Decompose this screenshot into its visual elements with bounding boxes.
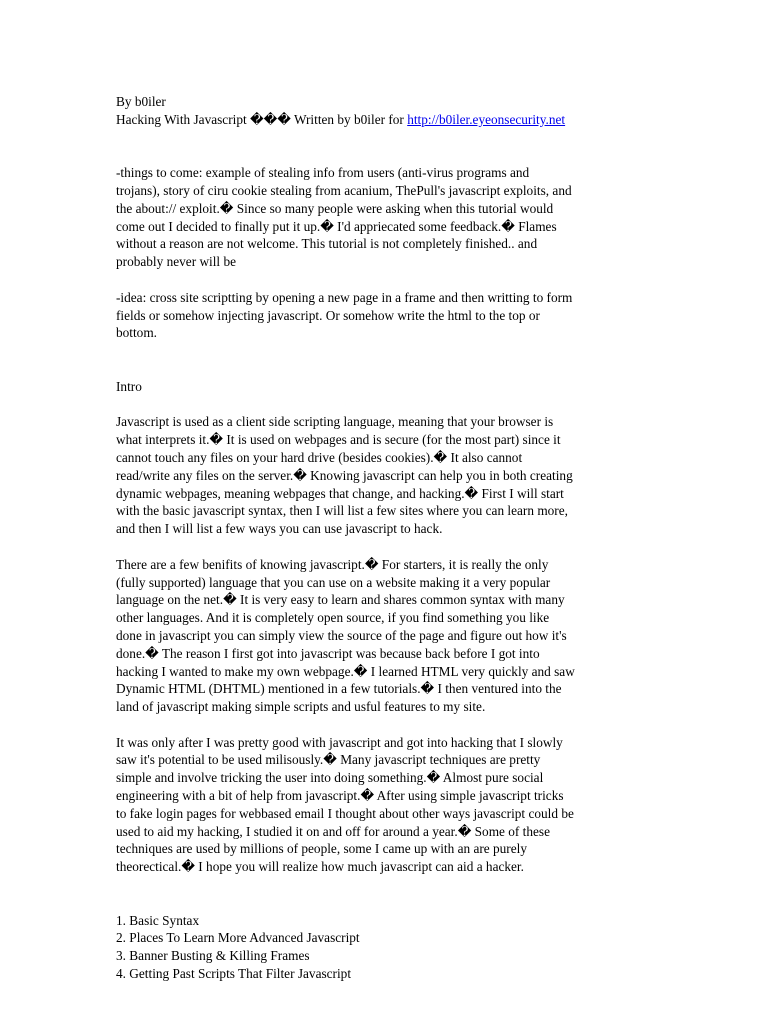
text-line: with the basic javascript syntax, then I will list a few sites where you can learn more, bbox=[116, 503, 568, 519]
text-line: -idea: cross site scriptting by opening a new page in a frame and then writting to form bbox=[116, 289, 573, 305]
idea-paragraph bbox=[116, 289, 656, 342]
text-line: done in javascript you can simply view the source of the page and figure out how it's bbox=[116, 627, 567, 643]
text-line: what interprets it.� It is used on webpages and is secure (for the most part) since it bbox=[116, 432, 561, 448]
text-line: language on the net.� It is very easy to learn and shares common syntax with many bbox=[116, 592, 565, 608]
things-to-come-paragraph bbox=[116, 164, 656, 271]
text-line: fields or somehow injecting javascript. Or somehow write the html to the top or bbox=[116, 307, 540, 323]
text-line: hacking I wanted to make my own webpage.� I learned HTML very quickly and saw bbox=[116, 663, 575, 679]
text-line: It was only after I was pretty good with javascript and got into hacking that I slowly bbox=[116, 734, 563, 750]
toc-item: 2. Places To Learn More Advanced Javascript bbox=[116, 930, 360, 946]
text-line: land of javascript making simple scripts and usful features to my site. bbox=[116, 699, 486, 715]
text-line: There are a few benifits of knowing javascript.� For starters, it is really the only bbox=[116, 556, 549, 572]
text-line: saw it's potential to be used milisously.� Many javascript techniques are pretty bbox=[116, 752, 541, 768]
text-line: come out I decided to finally put it up.� I'd appriecated some feedback.� Flames bbox=[116, 218, 557, 234]
byline: By b0iler bbox=[116, 94, 166, 109]
text-line: dynamic webpages, meaning webpages that change, and hacking.� First I will start bbox=[116, 485, 564, 501]
intro-paragraph-3 bbox=[116, 734, 656, 876]
text-line: read/write any files on the server.� Knowing javascript can help you in both creating bbox=[116, 467, 573, 483]
toc-item: 4. Getting Past Scripts That Filter Javascript bbox=[116, 966, 352, 982]
text-line: done.� The reason I first got into javascript was because back before I got into bbox=[116, 645, 540, 661]
document-page bbox=[116, 93, 656, 983]
text-line: used to aid my hacking, I studied it on and off for around a year.� Some of these bbox=[116, 823, 550, 839]
text-line: and then I will list a few ways you can use javascript to hack. bbox=[116, 521, 443, 537]
text-line: without a reason are not welcome. This tutorial is not completely finished.. and bbox=[116, 236, 538, 252]
text-line: bottom. bbox=[116, 325, 158, 341]
intro-paragraph-1 bbox=[116, 413, 656, 538]
toc-item: 3. Banner Busting & Killing Frames bbox=[116, 948, 310, 964]
text-line: engineering with a bit of help from javascript.� After using simple javascript tricks bbox=[116, 788, 564, 804]
text-line: Javascript is used as a client side scripting language, meaning that your browser is bbox=[116, 414, 554, 430]
header-line bbox=[116, 111, 656, 129]
text-line: (fully supported) language that you can use on a website making it a very popular bbox=[116, 574, 551, 590]
author-site-link[interactable]: http://b0iler.eyeonsecurity.net bbox=[407, 111, 566, 127]
text-line: other languages. And it is completely open source, if you find something you like bbox=[116, 610, 550, 626]
text-line: the about:// exploit.� Since so many people were asking when this tutorial would bbox=[116, 200, 554, 216]
toc-item: 1. Basic Syntax bbox=[116, 912, 200, 928]
text-line: -things to come: example of stealing info from users (anti-virus programs and bbox=[116, 165, 530, 181]
text-line: techniques are used by millions of people, some I came up with an are purely bbox=[116, 841, 527, 857]
header-prefix: Hacking With Javascript ��� Written by b0iler for bbox=[116, 111, 408, 127]
text-line: simple and involve tricking the user into doing something.� Almost pure social bbox=[116, 770, 544, 786]
text-line: probably never will be bbox=[116, 254, 237, 270]
intro-paragraph-2 bbox=[116, 556, 656, 716]
text-line: theorectical.� I hope you will realize how much javascript can aid a hacker. bbox=[116, 859, 524, 875]
table-of-contents bbox=[116, 912, 656, 983]
text-line: to fake login pages for webbased email I thought about other ways javascript could be bbox=[116, 805, 574, 821]
text-line: trojans), story of ciru cookie stealing from acanium, ThePull's javascript exploits, and bbox=[116, 182, 572, 198]
intro-heading: Intro bbox=[116, 378, 142, 394]
text-line: cannot touch any files on your hard drive (besides cookies).� It also cannot bbox=[116, 449, 523, 465]
text-line: Dynamic HTML (DHTML) mentioned in a few tutorials.� I then ventured into the bbox=[116, 681, 562, 697]
